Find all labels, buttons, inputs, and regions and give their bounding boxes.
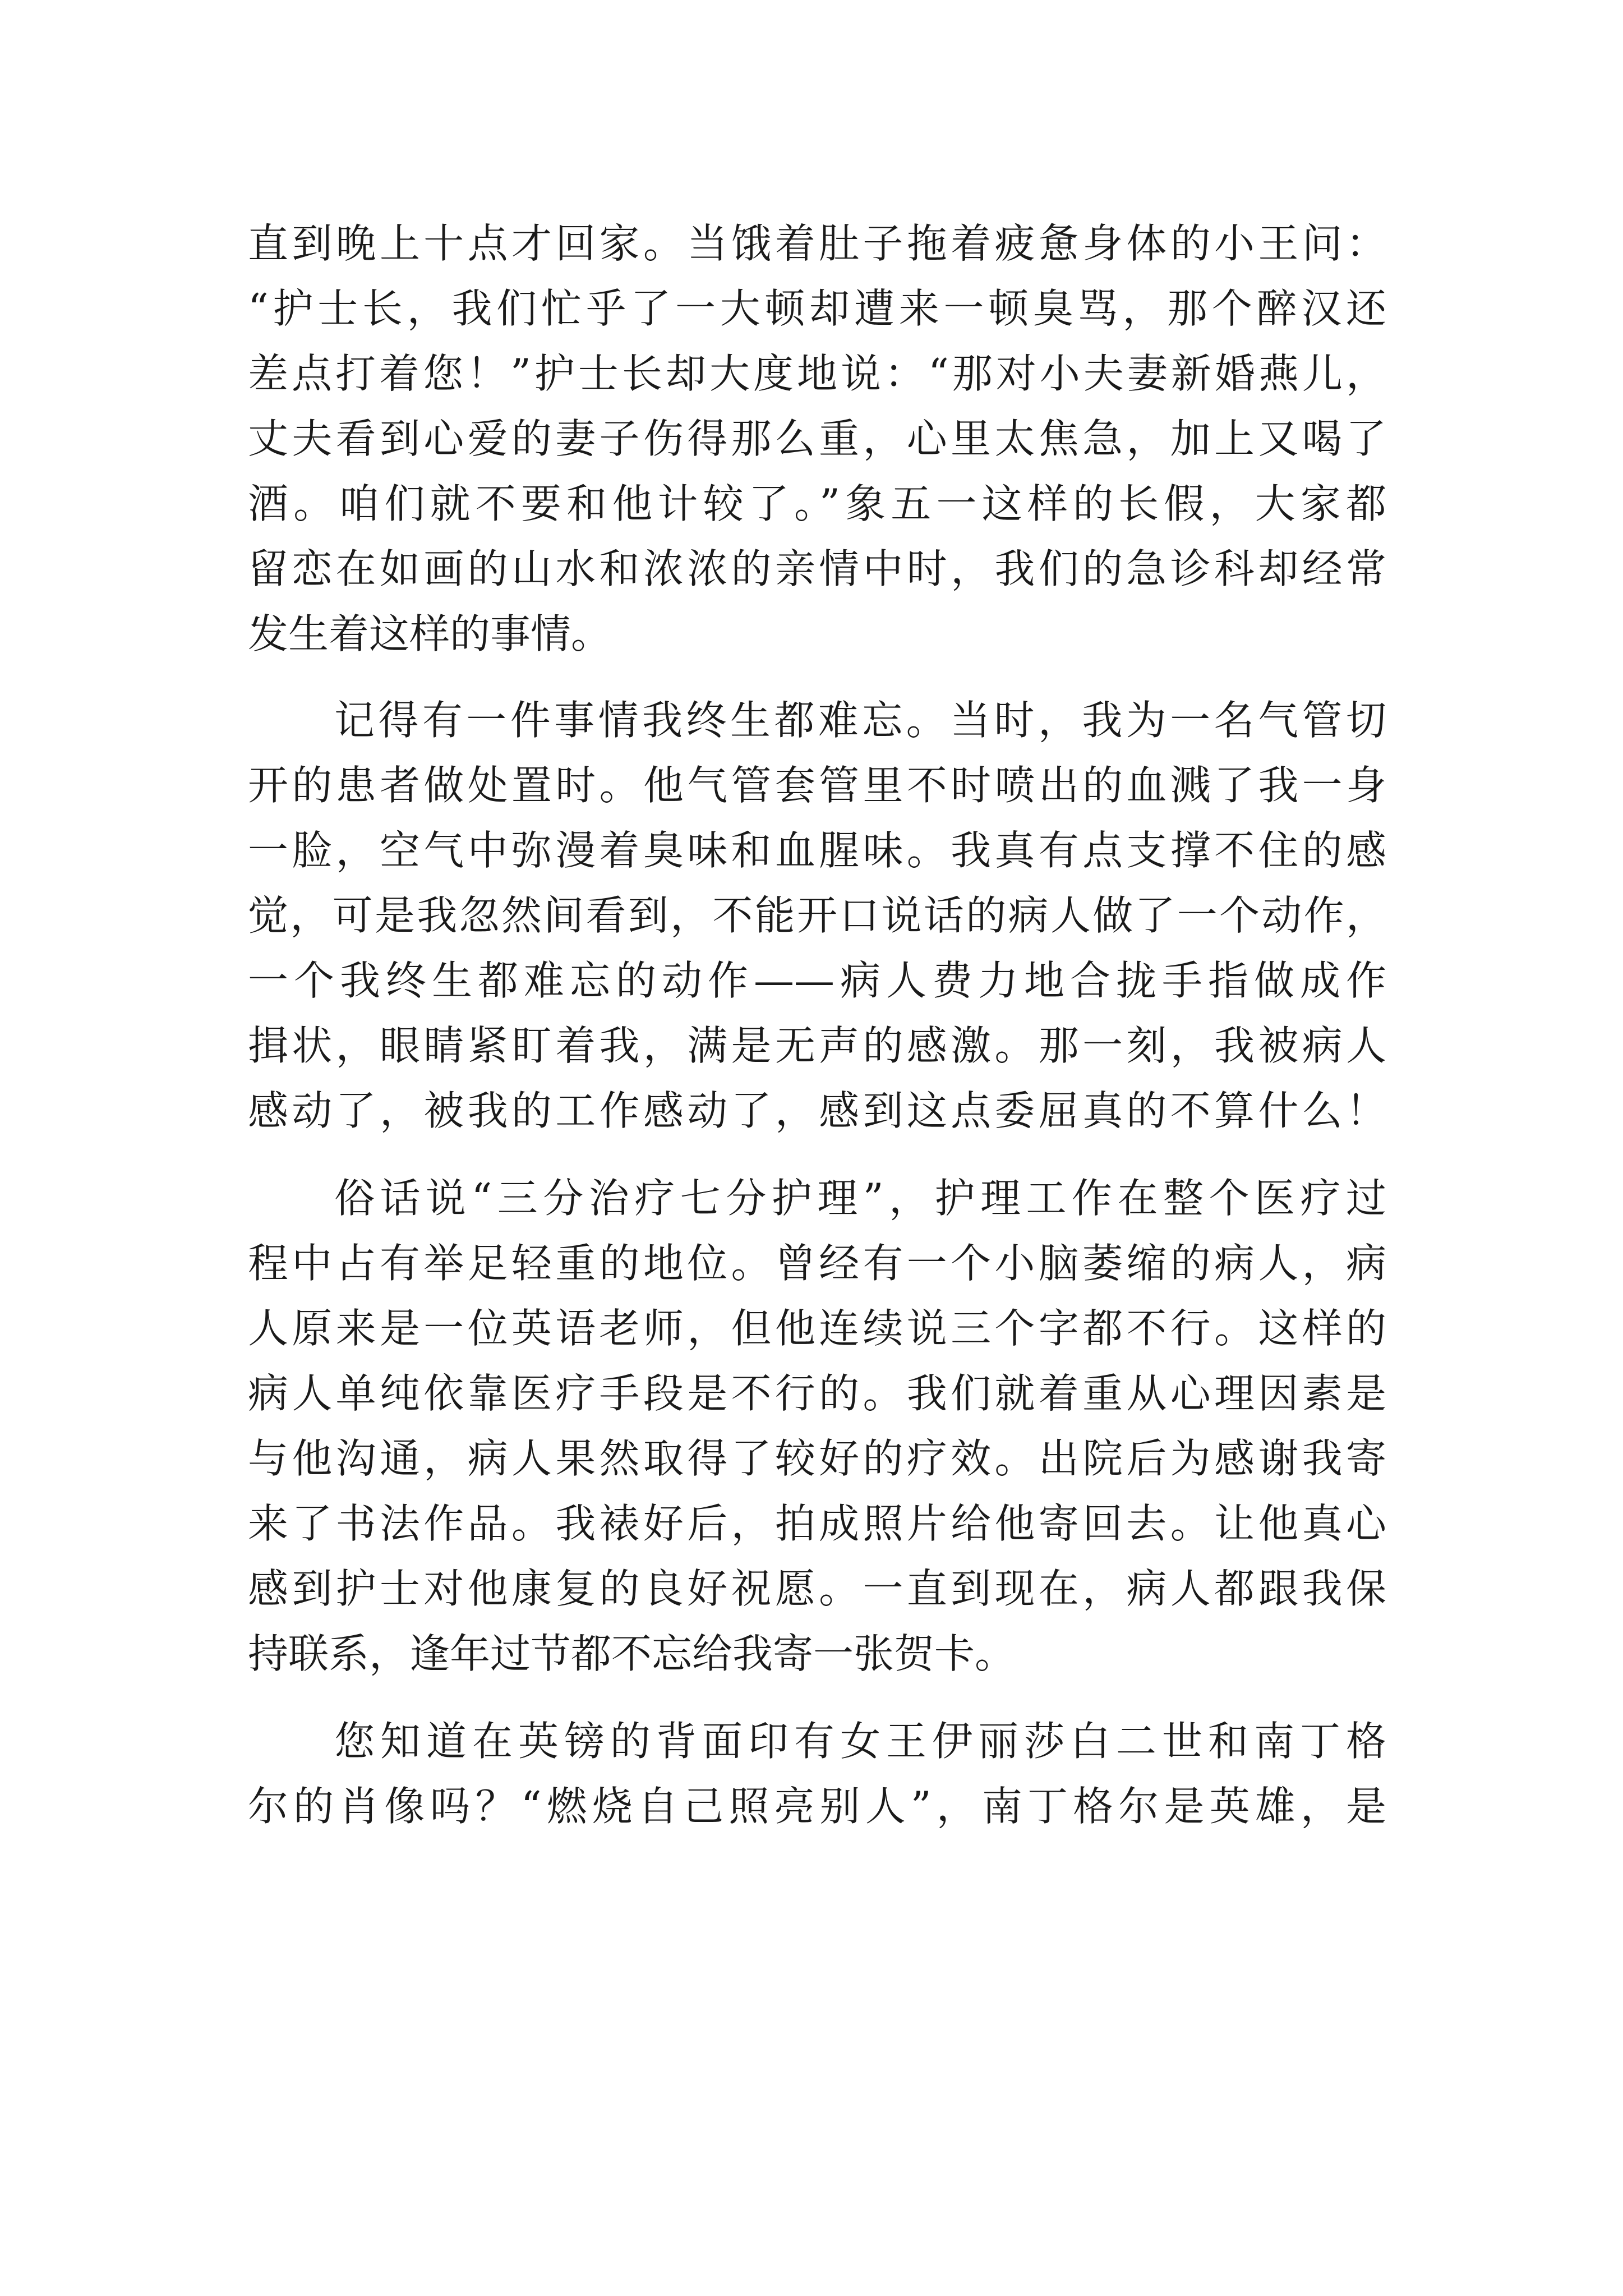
- text-line: 发生着这样的事情。: [248, 610, 612, 657]
- text-line: 感动了，被我的工作感动了，感到这点委屈真的不算什么！: [248, 1087, 1386, 1134]
- text-line: 差点打着您！”护士长却大度地说：“那对小夫妻新婚燕儿，: [248, 350, 1386, 397]
- text-line: 丈夫看到心爱的妻子伤得那么重，心里太焦急，加上又喝了: [248, 415, 1386, 462]
- text-line: “护士长，我们忙乎了一大顿却遭来一顿臭骂，那个醉汉还: [248, 285, 1386, 332]
- text-line: 直到晚上十点才回家。当饿着肚子拖着疲惫身体的小王问：: [248, 220, 1386, 267]
- text-line: 酒。咱们就不要和他计较了。”象五一这样的长假，大家都: [248, 480, 1386, 527]
- text-line: 俗话说“三分治疗七分护理”，护理工作在整个医疗过: [334, 1175, 1386, 1222]
- text-line: 留恋在如画的山水和浓浓的亲情中时，我们的急诊科却经常: [248, 545, 1386, 592]
- text-line: 记得有一件事情我终生都难忘。当时，我为一名气管切: [334, 697, 1386, 744]
- text-line: 病人单纯依靠医疗手段是不行的。我们就着重从心理因素是: [248, 1370, 1386, 1417]
- text-line: 人原来是一位英语老师，但他连续说三个字都不行。这样的: [248, 1305, 1386, 1352]
- text-line: 您知道在英镑的背面印有女王伊丽莎白二世和南丁格: [334, 1718, 1386, 1765]
- text-line: 持联系，逢年过节都不忘给我寄一张贺卡。: [248, 1630, 1016, 1677]
- text-line: 程中占有举足轻重的地位。曾经有一个小脑萎缩的病人，病: [248, 1240, 1386, 1287]
- text-line: 觉，可是我忽然间看到，不能开口说话的病人做了一个动作，: [248, 892, 1386, 939]
- text-line: 一脸，空气中弥漫着臭味和血腥味。我真有点支撑不住的感: [248, 827, 1386, 874]
- text-line: 感到护士对他康复的良好祝愿。一直到现在，病人都跟我保: [248, 1565, 1386, 1612]
- text-line: 来了书法作品。我裱好后，拍成照片给他寄回去。让他真心: [248, 1500, 1386, 1547]
- text-line: 揖状，眼睛紧盯着我，满是无声的感激。那一刻，我被病人: [248, 1022, 1386, 1069]
- text-line: 与他沟通，病人果然取得了较好的疗效。出院后为感谢我寄: [248, 1435, 1386, 1482]
- text-line: 一个我终生都难忘的动作——病人费力地合拢手指做成作: [248, 957, 1386, 1004]
- text-line: 尔的肖像吗？“燃烧自己照亮别人”，南丁格尔是英雄，是: [248, 1783, 1386, 1830]
- text-line: 开的患者做处置时。他气管套管里不时喷出的血溅了我一身: [248, 762, 1386, 809]
